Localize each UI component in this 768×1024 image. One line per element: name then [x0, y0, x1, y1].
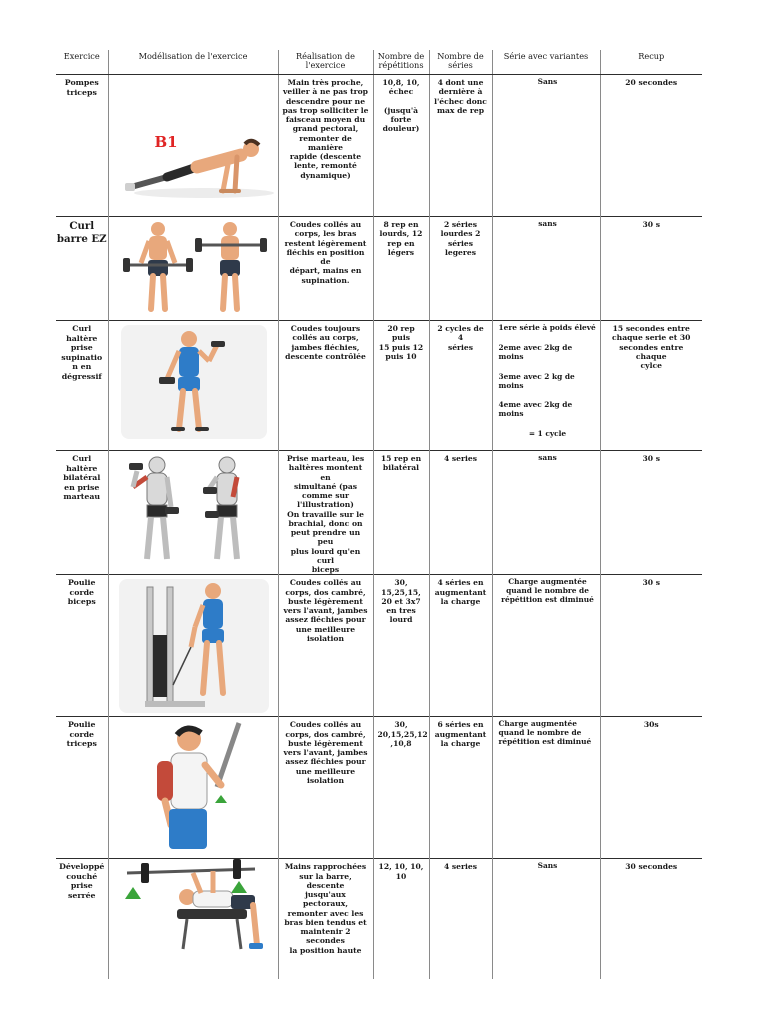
exercise-name: Curl barre EZ: [56, 220, 107, 245]
variant-line: Charge augmentée quand le nombre de répétition est diminué: [498, 719, 592, 746]
recup-text: 30 secondes: [625, 862, 678, 872]
ez-bar-curl-illustration: [109, 217, 278, 319]
variant-line: 1ere série à poids élevé: [498, 323, 596, 332]
variant-line: Sans: [537, 861, 558, 871]
b1-mark: B1: [154, 133, 178, 151]
table-row: [56, 717, 702, 859]
series-text: 6 séries en augmentant la charge: [434, 720, 487, 748]
reps-text: 30, 15,25,15, 20 et 3x7 en tres lourd: [381, 578, 421, 625]
table-row: [56, 217, 702, 321]
exercise-name: Poulie corde biceps: [67, 578, 96, 607]
reps-text: 15 rep en bilatéral: [380, 454, 422, 473]
realisation-text: Coudes collés au corps, dos cambré, buste légèrement vers l'avant, jambes assez fléchies pour une meilleure isolation: [283, 720, 368, 785]
hammer-curl-illustration: [109, 451, 278, 571]
realisation-text: Main très proche, veiller à ne pas trop descendre pour ne pas trop solliciter le faisceau moyen du grand pectoral, remonter de manière rapide (descente lente, remonté dynamique): [282, 78, 369, 180]
exercise-name: Curl haltère bilatéral en prise marteau: [63, 454, 101, 501]
variant-line: 2eme avec 2kg de moins: [498, 342, 573, 361]
dumbbell-curl-illustration: [109, 321, 278, 441]
exercise-name: Développé couché prise serrée: [59, 862, 105, 900]
variants-list: [493, 321, 600, 439]
recup-text: 30 s: [642, 454, 660, 463]
series-text: 4 dont une dernière à l'échec donc max de rep: [434, 78, 487, 115]
series-text: 4 series: [443, 454, 478, 463]
push-up-illustration: [109, 75, 278, 215]
table-row: [56, 321, 702, 451]
recup-text: 30 s: [642, 578, 660, 588]
cable-biceps-illustration: [109, 575, 278, 715]
recup-text: 30s: [643, 720, 659, 730]
series-text: 4 séries en augmentant la charge: [434, 578, 487, 606]
recup-text: 15 secondes entre chaque serie et 30 secondes entre chaque cylce: [612, 324, 691, 370]
workout-table: [56, 50, 702, 979]
table-row: [56, 451, 702, 575]
realisation-text: Coudes collés au corps, dos cambré, buste légèrement vers l'avant, jambes assez fléchies pour une meilleure isolation: [283, 578, 368, 643]
reps-text: 12, 10, 10, 10: [378, 862, 424, 881]
series-text: 4 series: [443, 862, 478, 872]
recup-text: 30 s: [642, 220, 660, 229]
recup-text: 20 secondes: [625, 78, 678, 87]
table-row: [56, 859, 702, 979]
header-reps: Nombre de répétitions: [373, 50, 429, 75]
exercise-name: Poulie corde triceps: [66, 720, 97, 749]
reps-text: 20 rep puis 15 puis 12 puis 10: [378, 324, 424, 361]
variant-line: 4eme avec 2kg de moins: [498, 400, 573, 419]
variant-line: = 1 cycle: [528, 429, 567, 439]
realisation-text: Mains rapprochées sur la barre, descente jusqu'aux pectoraux, remonter avec les bras bien tendus et maintenir 2 secondes la position haute: [284, 862, 367, 955]
variant-line: 3eme avec 2 kg de moins: [498, 371, 575, 390]
series-text: 2 séries lourdes 2 séries legeres: [440, 220, 481, 257]
realisation-text: Coudes collés au corps, les bras restent légèrement fléchis en position de départ, mains en supination.: [284, 220, 367, 285]
exercise-name: Curl haltère prise supinatio n en dégressif: [61, 324, 103, 381]
realisation-text: Coudes toujours collés au corps, jambes fléchies, descente contrôlée: [285, 324, 366, 361]
table-row: [56, 75, 702, 217]
header-series: Nombre de séries: [429, 50, 492, 75]
variant-line: Sans: [537, 77, 558, 86]
realisation-text: Prise marteau, les haltères montent en simultané (pas comme sur l'illustration) On travaille sur le brachial, donc on peut prendre un peu plus lourd qu'en curl biceps: [286, 454, 365, 574]
reps-text: 30, 20,15,25,12 ,10,8: [377, 720, 428, 748]
header-model: Modélisation de l'exercice: [108, 50, 278, 75]
variant-line: sans: [538, 219, 557, 228]
header-realisation: Réalisation de l'exercice: [278, 50, 373, 75]
table-row: [56, 575, 702, 717]
series-text: 2 cycles de 4 séries: [437, 324, 484, 352]
header-variants: Série avec variantes: [492, 50, 600, 75]
exercise-name: Pompes triceps: [64, 78, 99, 97]
reps-text: 8 rep en lourds, 12 rep en légers: [379, 220, 423, 257]
table-header-row: [56, 50, 702, 75]
close-grip-bench-illustration: [109, 859, 278, 977]
reps-text: 10,8, 10, échec (jusqu'à forte douleur): [382, 78, 420, 134]
variant-line: sans: [538, 453, 557, 462]
header-exercise: Exercice: [56, 50, 108, 75]
cable-triceps-illustration: [109, 717, 278, 857]
variant-line: Charge augmentée quand le nombre de répétition est diminué: [501, 577, 594, 604]
header-recup: Recup: [600, 50, 702, 75]
